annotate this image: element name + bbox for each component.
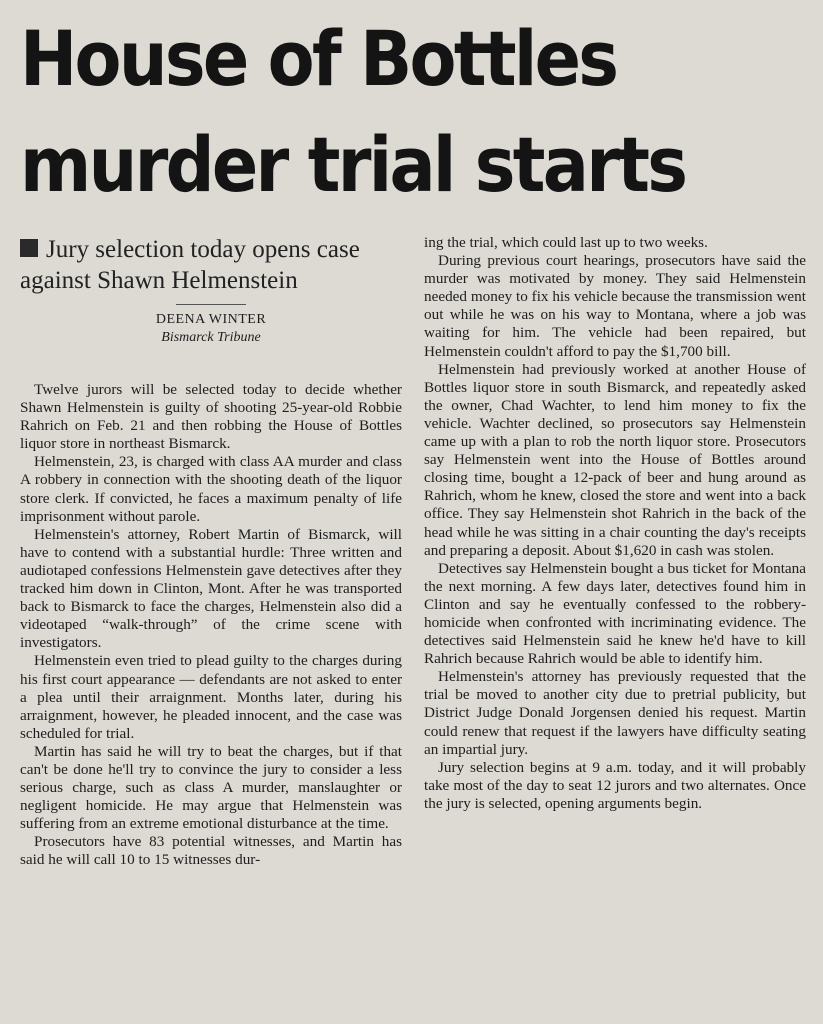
headline-line-2: murder trial starts [20,120,686,209]
byline-rule [176,304,246,305]
paragraph-continuation: ing the trial, which could last up to two weeks. [424,234,708,251]
column-left [20,234,402,870]
column-right [424,234,806,870]
paragraph: During previous court hearings, prosecutors have said the murder was motivated by money. They said Helmenstein needed money to fix his vehicle because the transmission went out while he was on his way to Montana, where a job was waiting for him. The vehicle had been repaired, but Helmenstein couldn't afford to pay the $1,700 bill. [424,252,806,360]
paragraph: Martin has said he will try to beat the charges, but if that can't be done he'll try to convince the jury to consider a less serious charge, such as class A murder, manslaughter or negligent homicide. He may argue that Helmenstein was suffering from an extreme emotional disturbance at the time. [20,742,402,833]
paragraph: Detectives say Helmenstein bought a bus ticket for Montana the next morning. A few days later, detectives found him in Clinton and say he eventually confessed to the robbery-homicide when confronted with incriminating evidence. The detectives said Helmenstein said he knew he'd have to kill Rahrich because Rahrich would be able to identify him. [424,559,806,668]
deck-text: Jury selection today opens case against Shawn Helmenstein [20,236,360,294]
byline-org: Bismarck Tribune [161,330,261,345]
square-bullet-icon [20,239,38,257]
deck [20,234,402,296]
paragraph: Helmenstein's attorney, Robert Martin of Bismarck, will have to contend with a substantial hurdle: Three written and audiotaped confessions Helmenstein gave detectives after they tracked him down in Clinton, Mont. After he was transported back to Bismarck to face the charges, Helmenstein also did a videotaped “walk-through” of the crime scene with investigators. [20,525,402,652]
paragraph: Helmenstein even tried to plead guilty to the charges during his first court appearance — defendants are not asked to enter a plea until their arraignment. Months later, during his arraignment, however, he pleaded innocent, and the case was scheduled for trial. [20,652,402,742]
paragraph: Prosecutors have 83 potential witnesses, and Martin has said he will call 10 to 15 witnesses dur- [20,833,402,869]
byline [20,311,402,347]
byline-name: DEENA WINTER [155,312,267,327]
paragraph: Helmenstein had previously worked at another House of Bottles liquor store in south Bismarck, and repeatedly asked the owner, Chad Wachter, to lend him money to fix the vehicle. Wachter declined, so prosecutors say Helmenstein came up with a plan to rob the north liquor store. Prosecutors say Helmenstein went into the House of Bottles around closing time, bought a 12-pack of beer and hung around as Rahrich, whom he knew, closed the store and went into a back office. They say Helmenstein shot Rahrich in the back of the head while he was sitting in a chair counting the day's receipts and preparing a deposit. About $1,620 in cash was stolen. [424,360,806,559]
paragraph: Helmenstein, 23, is charged with class AA murder and class A robbery in connection with the shooting death of the liquor store clerk. If convicted, he faces a maximum penalty of life imprisonment without parole. [20,453,402,525]
paragraph: Twelve jurors will be selected today to decide whether Shawn Helmenstein is guilty of shooting 25-year-old Robbie Rahrich on Feb. 21 and then robbing the House of Bottles liquor store in northeast Bismarck. [20,381,402,453]
paragraph: Jury selection begins at 9 a.m. today, and it will probably take most of the day to seat 12 jurors and two alternates. Once the jury is selected, opening arguments begin. [424,758,806,812]
headline-line-1: House of Bottles [20,14,617,103]
paragraph: Helmenstein's attorney has previously requested that the trial be moved to another city due to pretrial publicity, but District Judge Donald Jorgensen denied his request. Martin could renew that request if the lawyers have difficulty seating an impartial jury. [424,668,806,758]
article-columns [20,234,807,870]
